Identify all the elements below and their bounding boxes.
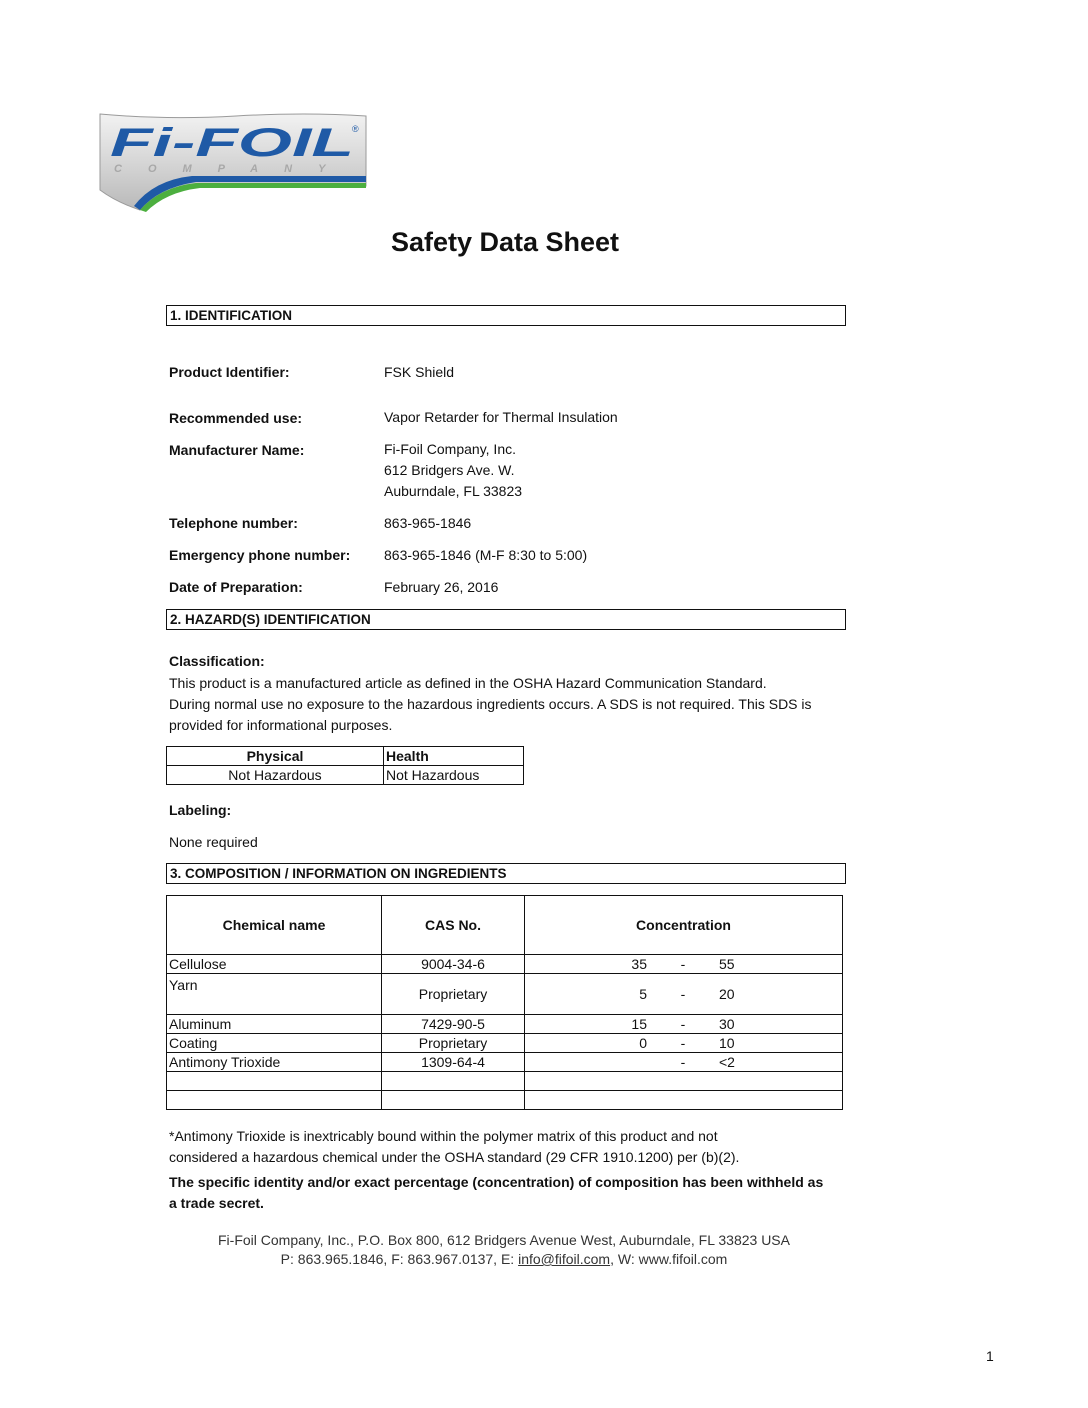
classification-label: Classification: (169, 653, 265, 669)
cas-no-cell: 1309-64-4 (382, 1053, 525, 1072)
labeling-value: None required (169, 834, 258, 850)
trade-secret-line2: a trade secret. (169, 1195, 264, 1211)
classification-text-line2: During normal use no exposure to the hazardous ingredients occurs. A SDS is not required. This SDS is (169, 696, 812, 712)
cas-no-cell: Proprietary (382, 1034, 525, 1053)
product-identifier-label: Product Identifier: (169, 364, 290, 380)
physical-header: Physical (167, 747, 384, 766)
health-header: Health (384, 747, 524, 766)
chemical-name-cell: Cellulose (167, 955, 382, 974)
table-row (167, 1015, 843, 1034)
concentration-cell (525, 1091, 843, 1110)
composition-table (166, 895, 843, 1110)
cas-no-cell: Proprietary (382, 974, 525, 1015)
table-row (167, 1053, 843, 1072)
concentration-min-cell: 15 (525, 1015, 650, 1034)
hazard-classification-table (166, 746, 524, 785)
manufacturer-name-line1: Fi-Foil Company, Inc. (384, 441, 516, 457)
trade-secret-line1: The specific identity and/or exact percentage (concentration) of composition has been withheld as (169, 1174, 824, 1190)
concentration-dash-cell: - (649, 1034, 717, 1053)
chemical-name-header: Chemical name (167, 896, 382, 955)
page-title: Safety Data Sheet (390, 227, 620, 257)
cas-no-cell: 7429-90-5 (382, 1015, 525, 1034)
footer-website: , W: www.fifoil.com (610, 1251, 728, 1267)
health-value: Not Hazardous (384, 766, 524, 785)
table-row-empty (167, 1091, 843, 1110)
svg-text:COMPANY: COMPANY (114, 163, 352, 175)
product-identifier-value: FSK Shield (384, 364, 455, 380)
chemical-name-cell: Coating (167, 1034, 382, 1053)
chemical-name-cell (167, 1091, 382, 1110)
cas-no-cell: 9004-34-6 (382, 955, 525, 974)
concentration-max-cell: 30 (717, 1015, 843, 1034)
chemical-name-cell (167, 1072, 382, 1091)
concentration-header: Concentration (525, 896, 843, 955)
table-row-empty (167, 1072, 843, 1091)
date-of-preparation-label: Date of Preparation: (169, 579, 303, 595)
concentration-dash-cell: - (649, 955, 717, 974)
table-header-row (167, 747, 524, 766)
table-header-row (167, 896, 843, 955)
date-of-preparation-value: February 26, 2016 (384, 579, 499, 595)
concentration-dash-cell: - (649, 1053, 717, 1072)
recommended-use-value: Vapor Retarder for Thermal Insulation (384, 409, 618, 425)
chemical-name-cell: Aluminum (167, 1015, 382, 1034)
fi-foil-logo-icon (96, 110, 368, 214)
cas-no-cell (382, 1072, 525, 1091)
cas-no-cell (382, 1091, 525, 1110)
antimony-note-line1: *Antimony Trioxide is inextricably bound within the polymer matrix of this product and not (169, 1128, 718, 1144)
telephone-value: 863-965-1846 (384, 515, 472, 531)
section-2-heading: 2. HAZARD(S) IDENTIFICATION (166, 609, 846, 630)
table-row (167, 955, 843, 974)
svg-text:®: ® (352, 124, 359, 134)
classification-text-line1: This product is a manufactured article as defined in the OSHA Hazard Communication Standard. (169, 675, 767, 691)
section-1-heading: 1. IDENTIFICATION (166, 305, 846, 326)
classification-text-line3: provided for informational purposes. (169, 717, 393, 733)
manufacturer-address-line3: Auburndale, FL 33823 (384, 483, 523, 499)
concentration-min-cell: 5 (525, 974, 650, 1015)
concentration-min-cell (525, 1053, 650, 1072)
concentration-min-cell: 35 (525, 955, 650, 974)
table-row (167, 974, 843, 1015)
emergency-phone-label: Emergency phone number: (169, 547, 351, 563)
section-3-heading: 3. COMPOSITION / INFORMATION ON INGREDIENTS (166, 863, 846, 884)
page-number: 1 (986, 1348, 994, 1364)
concentration-dash-cell: - (649, 1015, 717, 1034)
manufacturer-address-line2: 612 Bridgers Ave. W. (384, 462, 515, 478)
manufacturer-name-label: Manufacturer Name: (169, 442, 305, 458)
chemical-name-cell: Antimony Trioxide (167, 1053, 382, 1072)
labeling-label: Labeling: (169, 802, 232, 818)
footer-contact (0, 1250, 1008, 1269)
concentration-max-cell: <2 (717, 1053, 843, 1072)
telephone-label: Telephone number: (169, 515, 298, 531)
footer-address: Fi-Foil Company, Inc., P.O. Box 800, 612 Bridgers Avenue West, Auburndale, FL 33823 USA (218, 1232, 790, 1248)
concentration-max-cell: 20 (717, 974, 843, 1015)
concentration-dash-cell: - (649, 974, 717, 1015)
footer-email-link[interactable]: info@fifoil.com (518, 1251, 611, 1267)
emergency-phone-value: 863-965-1846 (M-F 8:30 to 5:00) (384, 547, 588, 563)
antimony-note-line2: considered a hazardous chemical under the OSHA standard (29 CFR 1910.1200) per (b)(2). (169, 1149, 740, 1165)
recommended-use-label: Recommended use: (169, 410, 303, 426)
table-row (167, 1034, 843, 1053)
company-logo (96, 110, 368, 214)
concentration-cell (525, 1072, 843, 1091)
chemical-name-cell: Yarn (167, 974, 382, 1015)
cas-no-header: CAS No. (382, 896, 525, 955)
svg-text:Fi-FOIL: Fi-FOIL (110, 121, 354, 165)
footer-phone-fax: P: 863.965.1846, F: 863.967.0137, E: (280, 1251, 519, 1267)
concentration-max-cell: 55 (717, 955, 843, 974)
concentration-max-cell: 10 (717, 1034, 843, 1053)
physical-value: Not Hazardous (167, 766, 384, 785)
concentration-min-cell: 0 (525, 1034, 650, 1053)
table-row (167, 766, 524, 785)
